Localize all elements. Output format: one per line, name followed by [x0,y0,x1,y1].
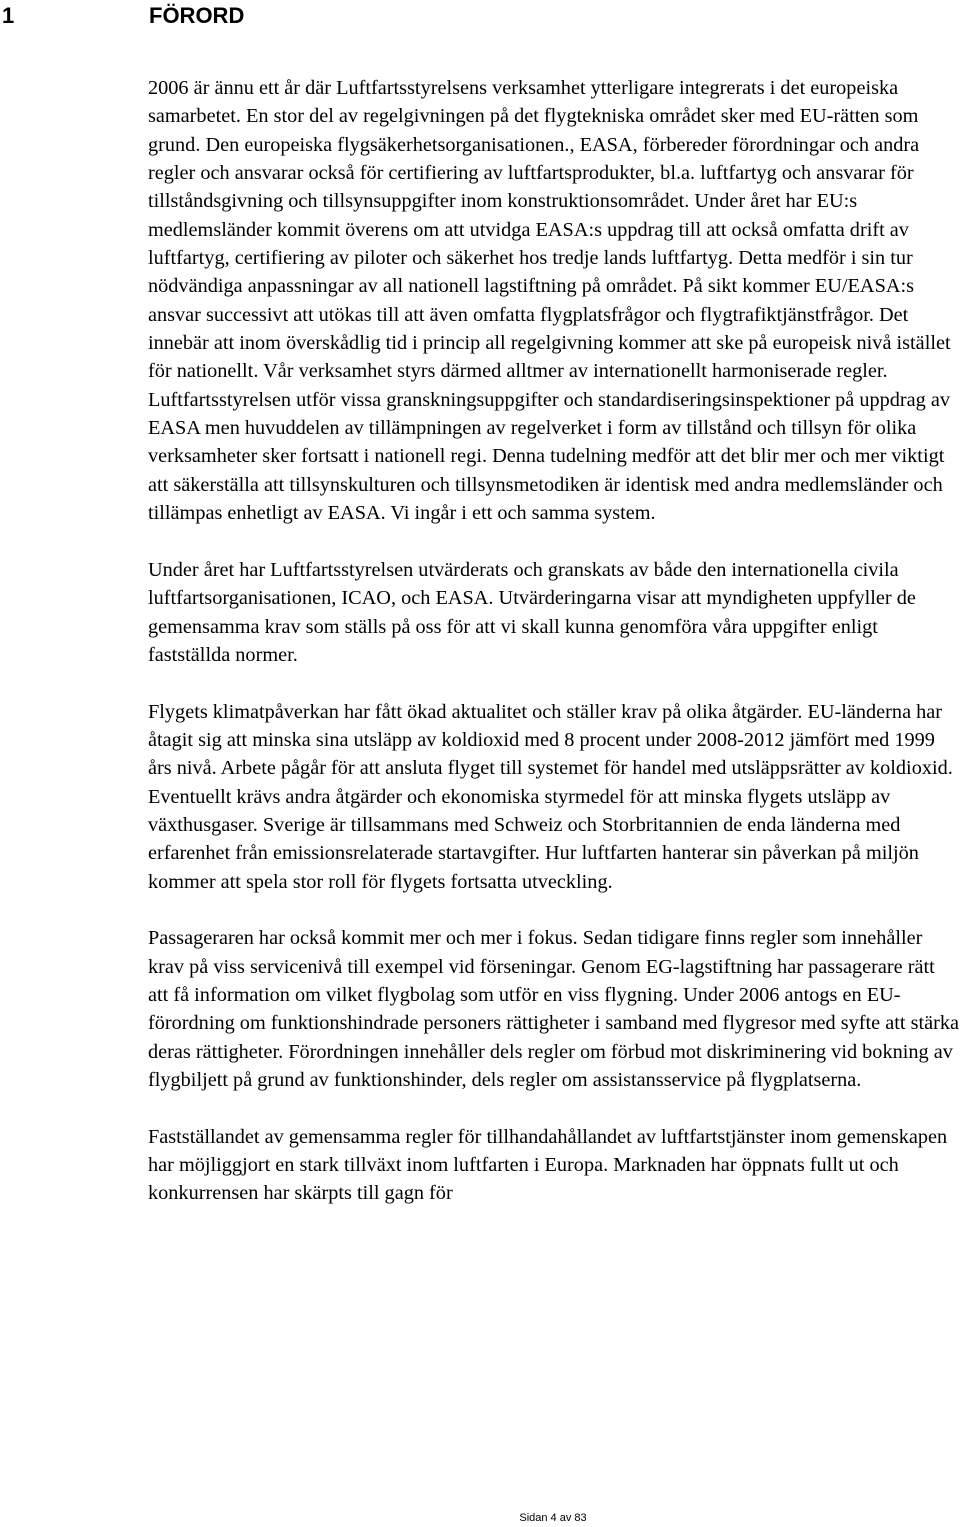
paragraph-1: 2006 är ännu ett år där Luftfartsstyrelsens verksamhet ytterligare integrerats i det europeiska samarbetet. En stor del av regelgivningen på det flygtekniska området sker med EU-rätten som grund. Den europeiska flygsäkerhetsorganisationen., EASA, förbereder förordningar och andra regler och ansvarar också för certifiering av luftfartsprodukter, bl.a. luftfartyg och ansvarar för tillståndsgivning och tillsynsuppgifter inom konstruktionsområdet. Under året har EU:s medlemsländer kommit överens om att utvidga EASA:s uppdrag till att också omfatta drift av luftfartyg, certifiering av piloter och säkerhet hos tredje lands luftfartyg. Detta medför i sin tur nödvändiga anpassningar av all nationell lagstiftning på området. På sikt kommer EU/EASA:s ansvar successivt att utökas till att även omfatta flygplatsfrågor och flygtrafiktjänstfrågor. Det innebär att inom överskådlig tid i princip all regelgivning kommer att ske på europeisk nivå istället för nationellt. Vår verksamhet styrs därmed alltmer av internationellt harmoniserade regler. Luftfartsstyrelsen utför vissa granskningsuppgifter och standardiseringsinspektioner på uppdrag av EASA men huvuddelen av tillämpningen av regelverket i form av tillstånd och tillsyn för olika verksamheter sker fortsatt i nationell regi. Denna tudelning medför att det blir mer och mer viktigt att säkerställa att tillsynskulturen och tillsynsmetodiken är identisk med andra medlemsländer och tillämpas enhetligt av EASA. Vi ingår i ett och samma system. [148,77,951,525]
paragraph-5: Fastställandet av gemensamma regler för tillhandahållandet av luftfartstjänster inom gemenskapen har möjliggjort en stark tillväxt inom luftfarten i Europa. Marknaden har öppnats fullt ut och konkurrensen har skärpts till gagn för [148,1125,948,1205]
body-text [148,74,960,1236]
paragraph-4: Passageraren har också kommit mer och mer i fokus. Sedan tidigare finns regler som innehåller krav på viss servicenivå till exempel vid förseningar. Genom EG-lagstiftning har passagerare rätt att få information om vilket flygbolag som utför en viss flygning. Under 2006 antogs en EU-förordning om funktionshindrade personers rättigheter i samband med flygresor med syfte att stärka deras rättigheter. Förordningen innehåller dels regler om förbud mot diskriminering vid bokning av flygbiljett på grund av funktionshinder, dels regler om assistansservice på flygplatserna. [148,927,960,1092]
paragraph-3: Flygets klimatpåverkan har fått ökad aktualitet och ställer krav på olika åtgärder. EU-länderna har åtagit sig att minska sina utsläpp av koldioxid med 8 procent under 2008-2012 jämfört med 1999 års nivå. Arbete pågår för att ansluta flyget till systemet för handel med utsläppsrätter av koldioxid. Eventuellt krävs andra åtgärder och ekonomiska styrmedel för att minska flygets utsläpp av växthusgaser. Sverige är tillsammans med Schweiz och Storbritannien de enda länderna med erfarenhet från emissionsrelaterade startavgifter. Hur luftfarten hanterar sin påverkan på miljön kommer att spela stor roll för flygets fortsatta utveckling. [148,700,953,893]
section-title: FÖRORD [149,3,245,28]
page-number: Sidan 4 av 83 [519,1512,587,1524]
paragraph-2: Under året har Luftfartsstyrelsen utvärderats och granskats av både den internationella civila luftfartsorganisationen, ICAO, och EASA. Utvärderingarna visar att myndigheten uppfyller de gemensamma krav som ställs på oss för att vi skall kunna genomföra våra uppgifter enligt fastställda normer. [148,558,916,666]
section-number: 1 [2,3,15,28]
page-footer [0,1512,960,1525]
